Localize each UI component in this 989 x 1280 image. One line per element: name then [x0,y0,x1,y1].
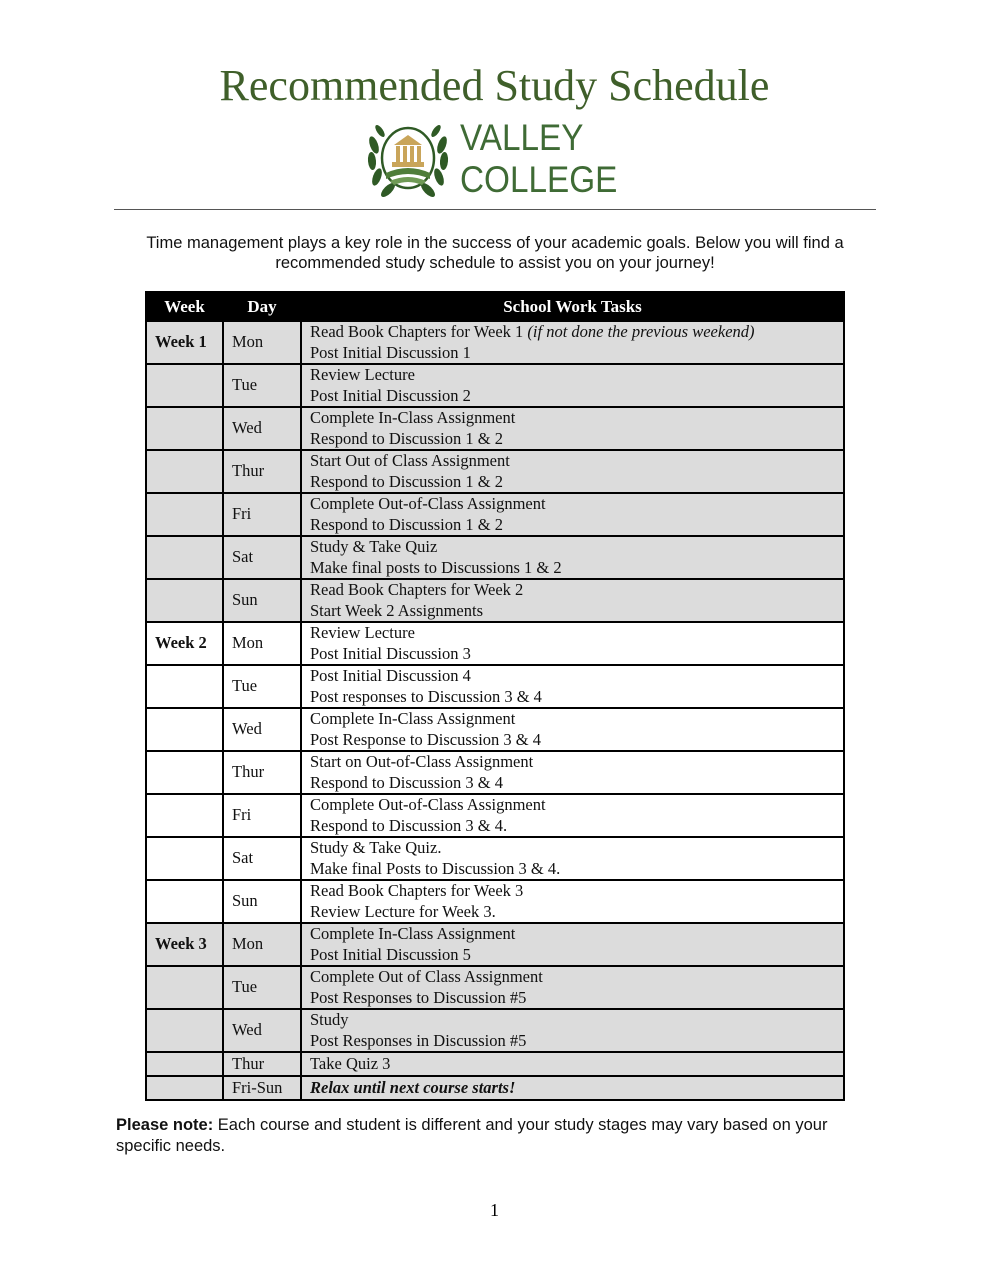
day-cell: Thur [223,450,301,493]
table-row [146,966,844,1009]
day-cell: Fri [223,794,301,837]
logo-line-2: COLLEGE [460,159,618,200]
tasks-cell [301,966,844,1009]
day-cell: Tue [223,966,301,1009]
week-cell: Week 3 [146,923,223,966]
header-day: Day [223,292,301,321]
week-cell [146,837,223,880]
tasks-cell [301,1076,844,1100]
page-title: Recommended Study Schedule [219,61,770,110]
week-cell [146,450,223,493]
table-row [146,407,844,450]
day-cell: Wed [223,1009,301,1052]
week-cell: Week 1 [146,321,223,364]
week-cell [146,880,223,923]
task-line-2: Post Responses to Discussion #5 [310,987,527,1007]
task-line-2: Respond to Discussion 3 & 4 [310,772,503,792]
task-line-1: Complete In-Class Assignment [310,709,516,728]
week-cell [146,1076,223,1100]
task-line-1: Review Lecture [310,365,415,384]
tasks-cell [301,1052,844,1076]
tasks-cell [301,407,844,450]
week-cell [146,1052,223,1076]
note-label: Please note: [116,1116,214,1134]
tasks-cell [301,880,844,923]
task-line-1: Complete Out-of-Class Assignment [310,795,546,814]
table-row [146,794,844,837]
table-row [146,880,844,923]
tasks-cell [301,665,844,708]
day-cell: Thur [223,1052,301,1076]
please-note [116,1115,876,1157]
table-row [146,321,844,364]
task-line-2: Respond to Discussion 1 & 2 [310,428,503,448]
table-row [146,536,844,579]
task-line-2: Review Lecture for Week 3. [310,901,496,921]
page-number: 1 [490,1200,499,1220]
task-line-2: Start Week 2 Assignments [310,600,483,620]
table-row [146,450,844,493]
tasks-cell [301,450,844,493]
task-line-1: Read Book Chapters for Week 3 [310,881,524,900]
task-line-2: Post Initial Discussion 5 [310,944,471,964]
day-cell: Tue [223,364,301,407]
week-cell [146,665,223,708]
task-note-italic: (if not done the previous weekend) [527,322,755,341]
day-cell: Wed [223,407,301,450]
task-line-1: Complete Out-of-Class Assignment [310,494,546,513]
header-divider [114,209,876,210]
task-line-2: Post responses to Discussion 3 & 4 [310,686,542,706]
task-line-1: Study & Take Quiz. [310,838,442,857]
table-row [146,1076,844,1100]
day-cell: Mon [223,321,301,364]
task-line-1: Read Book Chapters for Week 1 [310,322,528,341]
day-cell: Tue [223,665,301,708]
week-cell [146,794,223,837]
table-header-row [146,292,844,321]
day-cell: Sat [223,536,301,579]
tasks-cell [301,923,844,966]
week-cell [146,579,223,622]
tasks-cell [301,622,844,665]
day-cell: Sat [223,837,301,880]
day-cell: Sun [223,880,301,923]
day-cell: Mon [223,923,301,966]
task-line-1: Review Lecture [310,623,415,642]
task-line-2: Make final Posts to Discussion 3 & 4. [310,858,561,878]
tasks-cell [301,751,844,794]
tasks-cell [301,708,844,751]
week-cell [146,1009,223,1052]
table-row [146,1052,844,1076]
table-row [146,493,844,536]
tasks-cell [301,837,844,880]
week-cell [146,708,223,751]
task-line-2: Post Response to Discussion 3 & 4 [310,729,542,749]
task-line-2: Post Initial Discussion 2 [310,385,471,405]
week-cell: Week 2 [146,622,223,665]
header-tasks: School Work Tasks [301,292,844,321]
college-logo [364,115,634,205]
logo-line-1: VALLEY [460,117,584,158]
table-row [146,708,844,751]
table-row [146,579,844,622]
tasks-cell [301,364,844,407]
week-cell [146,966,223,1009]
week-cell [146,364,223,407]
tasks-cell [301,493,844,536]
laurel-emblem-icon [364,115,454,205]
task-line-emphasis: Relax until next course starts! [310,1077,516,1097]
note-text: Each course and student is different and your study stages may vary based on your specific needs. [116,1116,828,1155]
week-cell [146,751,223,794]
day-cell: Fri [223,493,301,536]
header-week: Week [146,292,223,321]
tasks-cell [301,536,844,579]
task-line-2: Post Initial Discussion 3 [310,643,471,663]
table-row [146,1009,844,1052]
task-line-2: Respond to Discussion 1 & 2 [310,471,503,491]
task-line-1: Read Book Chapters for Week 2 [310,580,524,599]
logo-wordmark [460,117,617,201]
tasks-cell [301,1009,844,1052]
task-line-1: Complete In-Class Assignment [310,408,516,427]
day-cell: Wed [223,708,301,751]
day-cell: Sun [223,579,301,622]
day-cell: Thur [223,751,301,794]
task-line-1: Complete Out of Class Assignment [310,967,543,986]
table-row [146,364,844,407]
week-cell [146,536,223,579]
week-cell [146,407,223,450]
study-schedule-table [145,291,845,1101]
tasks-cell [301,321,844,364]
table-row [146,837,844,880]
tasks-cell [301,794,844,837]
task-line-1: Take Quiz 3 [310,1053,391,1073]
table-row [146,923,844,966]
day-cell: Fri-Sun [223,1076,301,1100]
task-line-2: Post Responses in Discussion #5 [310,1030,527,1050]
task-line-2: Post Initial Discussion 1 [310,342,471,362]
week-cell [146,493,223,536]
table-row [146,665,844,708]
task-line-1: Start Out of Class Assignment [310,451,510,470]
task-line-1: Post Initial Discussion 4 [310,666,471,685]
intro-paragraph: Time management plays a key role in the success of your academic goals. Below you will find a recommended study schedule to assist you on your journey! [146,234,844,272]
table-row [146,622,844,665]
task-line-2: Respond to Discussion 3 & 4. [310,815,508,835]
task-line-1: Study & Take Quiz [310,537,438,556]
tasks-cell [301,579,844,622]
task-line-1: Start on Out-of-Class Assignment [310,752,534,771]
task-line-2: Respond to Discussion 1 & 2 [310,514,503,534]
task-line-1: Study [310,1010,349,1029]
task-line-1: Complete In-Class Assignment [310,924,516,943]
task-line-2: Make final posts to Discussions 1 & 2 [310,557,562,577]
table-row [146,751,844,794]
day-cell: Mon [223,622,301,665]
